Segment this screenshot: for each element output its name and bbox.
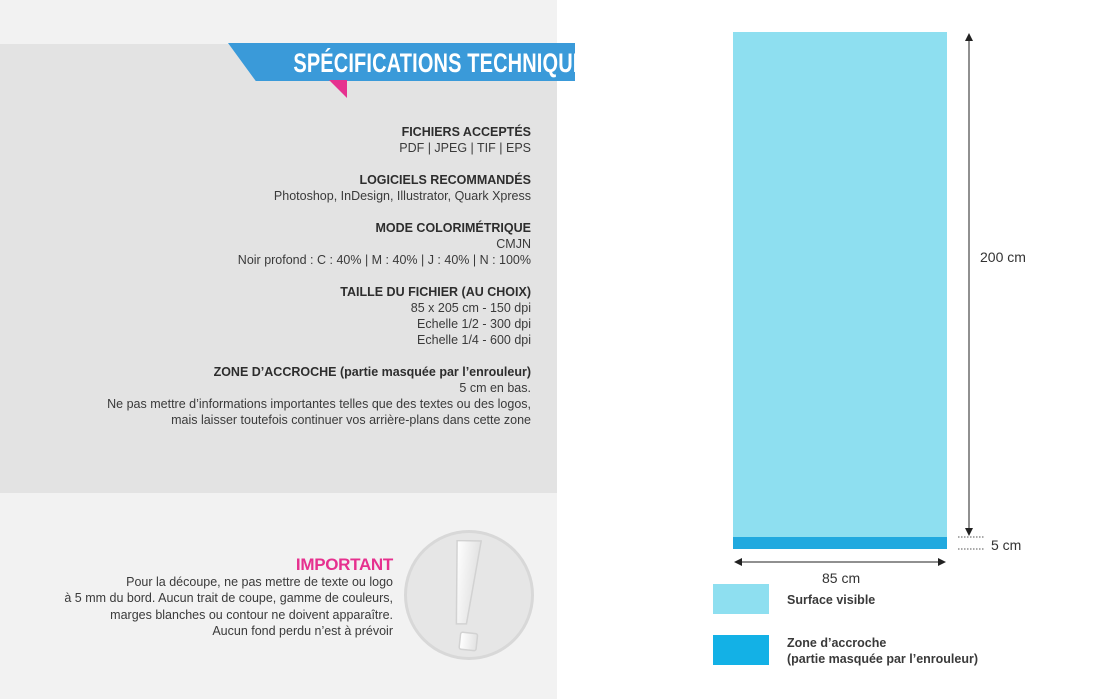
spec-heading: FICHIERS ACCEPTÉS: [401, 125, 531, 139]
spec-heading: LOGICIELS RECOMMANDÉS: [359, 173, 531, 187]
legend-swatch-visible: [713, 584, 769, 614]
spec-line: 5 cm en bas.: [459, 381, 531, 395]
important-line: Pour la découpe, ne pas mettre de texte ou logo: [126, 575, 393, 589]
spec-line: Noir profond : C : 40% | M : 40% | J : 40% | N : 100%: [237, 253, 531, 267]
spec-heading: MODE COLORIMÉTRIQUE: [375, 221, 531, 235]
legend-zone-title: Zone d’accroche: [787, 636, 887, 650]
important-line: à 5 mm du bord. Aucun trait de coupe, gamme de couleurs,: [64, 591, 393, 606]
height-label: 200 cm: [980, 249, 1026, 265]
legend-swatch-zone: [713, 635, 769, 665]
spec-line: Echelle 1/4 - 600 dpi: [417, 333, 531, 347]
page-title: SPÉCIFICATIONS TECHNIQUES: [293, 48, 600, 78]
important-line: marges blanches ou contour ne doivent apparaître.: [110, 607, 393, 622]
spec-line: Ne pas mettre d’informations importantes telles que des textes ou des logos,: [107, 397, 531, 411]
spec-line: PDF | JPEG | TIF | EPS: [399, 141, 531, 155]
legend-zone-sub: (partie masquée par l’enrouleur): [787, 652, 979, 666]
legend-label-visible: Surface visible: [787, 593, 876, 607]
visible-surface: [733, 32, 947, 537]
spec-line: mais laisser toutefois continuer vos arrière-plans dans cette zone: [171, 413, 531, 427]
width-label: 85 cm: [822, 570, 861, 586]
spec-heading-sub: (partie masquée par l’enrouleur): [336, 365, 531, 379]
important-line: Aucun fond perdu n’est à prévoir: [212, 623, 393, 638]
spec-line: 85 x 205 cm - 150 dpi: [410, 301, 531, 315]
spec-line: CMJN: [496, 237, 531, 251]
important-title: IMPORTANT: [295, 555, 393, 574]
bottom-zone-label: 5 cm: [991, 537, 1022, 553]
spec-heading-main: ZONE D’ACCROCHE: [213, 365, 337, 379]
hanging-zone-strip: [733, 537, 947, 549]
spec-line: Photoshop, InDesign, Illustrator, Quark Xpress: [273, 189, 531, 203]
spec-line: Echelle 1/2 - 300 dpi: [417, 317, 531, 331]
spec-heading: TAILLE DU FICHIER (AU CHOIX): [340, 285, 531, 299]
legend-label-zone: [787, 635, 978, 667]
